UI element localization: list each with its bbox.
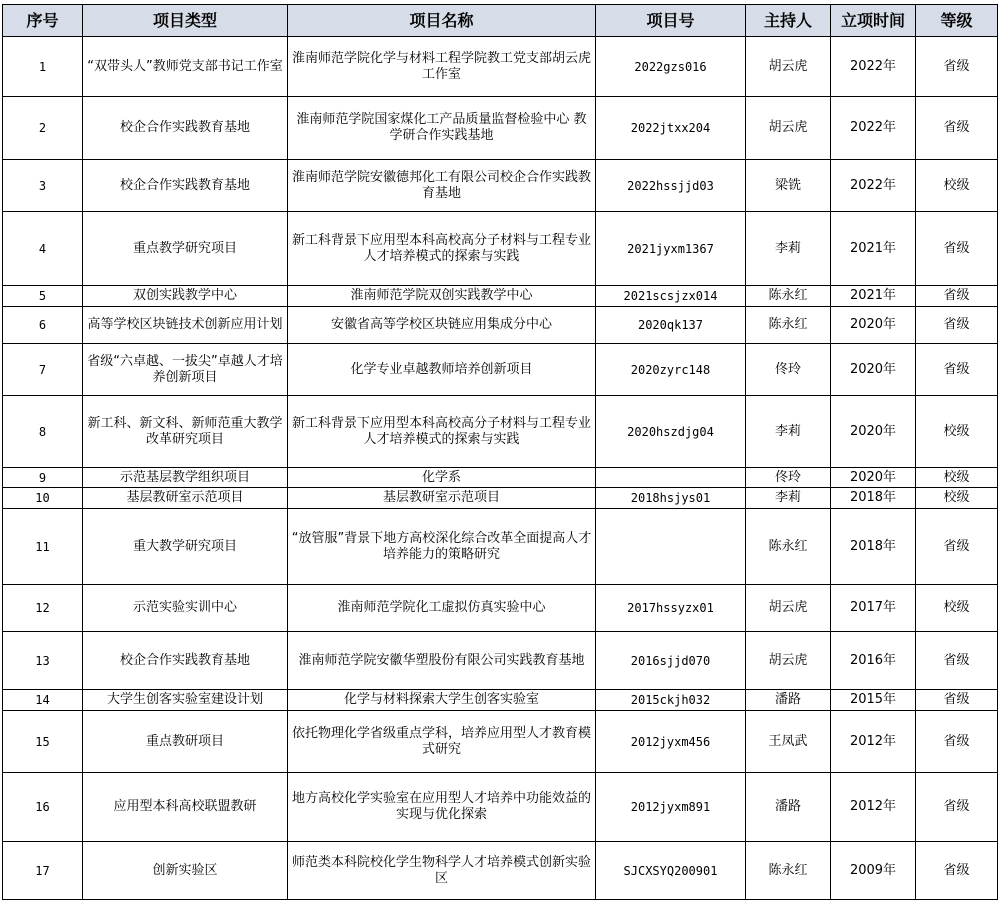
cell-level: 省级 bbox=[916, 97, 998, 160]
cell-level: 校级 bbox=[916, 488, 998, 509]
cell-type: 高等学校区块链技术创新应用计划 bbox=[83, 307, 288, 344]
cell-type: “双带头人”教师党支部书记工作室 bbox=[83, 37, 288, 97]
cell-year: 2012年 bbox=[831, 711, 916, 773]
cell-no: 13 bbox=[3, 632, 83, 690]
cell-type: 重大教学研究项目 bbox=[83, 509, 288, 585]
cell-code: 2012jyxm456 bbox=[596, 711, 746, 773]
cell-host: 佟玲 bbox=[746, 468, 831, 488]
cell-year: 2020年 bbox=[831, 468, 916, 488]
table-row bbox=[3, 842, 998, 900]
cell-year: 2021年 bbox=[831, 286, 916, 307]
cell-code: 2020hszdjg04 bbox=[596, 396, 746, 468]
table-row bbox=[3, 307, 998, 344]
cell-code: 2021jyxm1367 bbox=[596, 212, 746, 286]
cell-name: 淮南师范学院安徽德邦化工有限公司校企合作实践教育基地 bbox=[288, 160, 596, 212]
cell-no: 6 bbox=[3, 307, 83, 344]
cell-code: 2016sjjd070 bbox=[596, 632, 746, 690]
cell-code: 2022gzs016 bbox=[596, 37, 746, 97]
cell-type: 双创实践教学中心 bbox=[83, 286, 288, 307]
table-row bbox=[3, 396, 998, 468]
cell-year: 2022年 bbox=[831, 97, 916, 160]
cell-name: 师范类本科院校化学生物科学人才培养模式创新实验区 bbox=[288, 842, 596, 900]
cell-code: 2018hsjys01 bbox=[596, 488, 746, 509]
cell-level: 校级 bbox=[916, 160, 998, 212]
cell-name: 淮南师范学院国家煤化工产品质量监督检验中心 教学研合作实践基地 bbox=[288, 97, 596, 160]
cell-no: 10 bbox=[3, 488, 83, 509]
projects-table bbox=[2, 4, 998, 900]
cell-year: 2012年 bbox=[831, 773, 916, 842]
cell-code bbox=[596, 509, 746, 585]
table-row bbox=[3, 160, 998, 212]
cell-level: 校级 bbox=[916, 468, 998, 488]
cell-host: 佟玲 bbox=[746, 344, 831, 396]
cell-name: 地方高校化学实验室在应用型人才培养中功能效益的实现与优化探索 bbox=[288, 773, 596, 842]
cell-year: 2009年 bbox=[831, 842, 916, 900]
cell-level: 省级 bbox=[916, 212, 998, 286]
cell-type: 重点教学研究项目 bbox=[83, 212, 288, 286]
cell-level: 省级 bbox=[916, 842, 998, 900]
cell-type: 新工科、新文科、新师范重大教学改革研究项目 bbox=[83, 396, 288, 468]
cell-year: 2018年 bbox=[831, 488, 916, 509]
cell-name: “放管服”背景下地方高校深化综合改革全面提高人才培养能力的策略研究 bbox=[288, 509, 596, 585]
cell-type: 校企合作实践教育基地 bbox=[83, 160, 288, 212]
cell-host: 李莉 bbox=[746, 488, 831, 509]
header-name: 项目名称 bbox=[288, 5, 596, 37]
table-row bbox=[3, 773, 998, 842]
cell-name: 淮南师范学院双创实践教学中心 bbox=[288, 286, 596, 307]
cell-no: 3 bbox=[3, 160, 83, 212]
cell-name: 化学与材料探索大学生创客实验室 bbox=[288, 690, 596, 711]
cell-no: 8 bbox=[3, 396, 83, 468]
table-row bbox=[3, 212, 998, 286]
cell-type: 示范基层教学组织项目 bbox=[83, 468, 288, 488]
cell-type: 校企合作实践教育基地 bbox=[83, 97, 288, 160]
cell-host: 梁铣 bbox=[746, 160, 831, 212]
cell-year: 2021年 bbox=[831, 212, 916, 286]
table-header-row bbox=[3, 5, 998, 37]
cell-type: 示范实验实训中心 bbox=[83, 585, 288, 632]
header-type: 项目类型 bbox=[83, 5, 288, 37]
cell-no: 7 bbox=[3, 344, 83, 396]
cell-type: 重点教研项目 bbox=[83, 711, 288, 773]
cell-code: 2020qk137 bbox=[596, 307, 746, 344]
cell-code: 2021scsjzx014 bbox=[596, 286, 746, 307]
cell-year: 2020年 bbox=[831, 307, 916, 344]
cell-code: 2017hssyzx01 bbox=[596, 585, 746, 632]
cell-name: 新工科背景下应用型本科高校高分子材料与工程专业人才培养模式的探索与实践 bbox=[288, 212, 596, 286]
cell-host: 胡云虎 bbox=[746, 37, 831, 97]
header-code: 项目号 bbox=[596, 5, 746, 37]
cell-code: 2015ckjh032 bbox=[596, 690, 746, 711]
cell-host: 陈永红 bbox=[746, 509, 831, 585]
cell-year: 2020年 bbox=[831, 396, 916, 468]
cell-code: 2022hssjjd03 bbox=[596, 160, 746, 212]
cell-host: 潘路 bbox=[746, 690, 831, 711]
cell-name: 化学专业卓越教师培养创新项目 bbox=[288, 344, 596, 396]
cell-no: 11 bbox=[3, 509, 83, 585]
cell-no: 14 bbox=[3, 690, 83, 711]
cell-year: 2022年 bbox=[831, 37, 916, 97]
cell-host: 李莉 bbox=[746, 212, 831, 286]
cell-name: 化学系 bbox=[288, 468, 596, 488]
table-row bbox=[3, 97, 998, 160]
cell-host: 胡云虎 bbox=[746, 632, 831, 690]
cell-level: 省级 bbox=[916, 307, 998, 344]
cell-no: 1 bbox=[3, 37, 83, 97]
cell-level: 省级 bbox=[916, 773, 998, 842]
cell-year: 2020年 bbox=[831, 344, 916, 396]
cell-type: 大学生创客实验室建设计划 bbox=[83, 690, 288, 711]
table-row bbox=[3, 488, 998, 509]
cell-host: 李莉 bbox=[746, 396, 831, 468]
table-row bbox=[3, 690, 998, 711]
cell-host: 王凤武 bbox=[746, 711, 831, 773]
cell-name: 淮南师范学院化学与材料工程学院教工党支部胡云虎 工作室 bbox=[288, 37, 596, 97]
cell-code: 2012jyxm891 bbox=[596, 773, 746, 842]
cell-level: 省级 bbox=[916, 711, 998, 773]
header-year: 立项时间 bbox=[831, 5, 916, 37]
cell-level: 省级 bbox=[916, 37, 998, 97]
header-level: 等级 bbox=[916, 5, 998, 37]
cell-name: 淮南师范学院安徽华塑股份有限公司实践教育基地 bbox=[288, 632, 596, 690]
cell-year: 2016年 bbox=[831, 632, 916, 690]
cell-no: 5 bbox=[3, 286, 83, 307]
cell-no: 9 bbox=[3, 468, 83, 488]
cell-type: 校企合作实践教育基地 bbox=[83, 632, 288, 690]
cell-level: 省级 bbox=[916, 632, 998, 690]
cell-level: 校级 bbox=[916, 585, 998, 632]
cell-host: 胡云虎 bbox=[746, 97, 831, 160]
cell-host: 陈永红 bbox=[746, 307, 831, 344]
cell-level: 省级 bbox=[916, 344, 998, 396]
cell-type: 省级“六卓越、一拔尖”卓越人才培养创新项目 bbox=[83, 344, 288, 396]
header-no: 序号 bbox=[3, 5, 83, 37]
cell-name: 基层教研室示范项目 bbox=[288, 488, 596, 509]
table-row bbox=[3, 344, 998, 396]
cell-year: 2017年 bbox=[831, 585, 916, 632]
header-host: 主持人 bbox=[746, 5, 831, 37]
cell-host: 潘路 bbox=[746, 773, 831, 842]
cell-no: 4 bbox=[3, 212, 83, 286]
cell-code: SJCXSYQ200901 bbox=[596, 842, 746, 900]
cell-host: 陈永红 bbox=[746, 286, 831, 307]
cell-type: 创新实验区 bbox=[83, 842, 288, 900]
table-row bbox=[3, 632, 998, 690]
cell-code bbox=[596, 468, 746, 488]
cell-year: 2015年 bbox=[831, 690, 916, 711]
table-row bbox=[3, 286, 998, 307]
cell-type: 应用型本科高校联盟教研 bbox=[83, 773, 288, 842]
cell-level: 省级 bbox=[916, 690, 998, 711]
cell-year: 2018年 bbox=[831, 509, 916, 585]
cell-host: 胡云虎 bbox=[746, 585, 831, 632]
cell-code: 2020zyrc148 bbox=[596, 344, 746, 396]
cell-no: 16 bbox=[3, 773, 83, 842]
cell-no: 17 bbox=[3, 842, 83, 900]
cell-type: 基层教研室示范项目 bbox=[83, 488, 288, 509]
cell-level: 省级 bbox=[916, 509, 998, 585]
table-row bbox=[3, 711, 998, 773]
cell-name: 安徽省高等学校区块链应用集成分中心 bbox=[288, 307, 596, 344]
cell-no: 2 bbox=[3, 97, 83, 160]
cell-no: 12 bbox=[3, 585, 83, 632]
cell-level: 省级 bbox=[916, 286, 998, 307]
table-row bbox=[3, 509, 998, 585]
cell-code: 2022jtxx204 bbox=[596, 97, 746, 160]
cell-name: 依托物理化学省级重点学科，培养应用型人才教育模式研究 bbox=[288, 711, 596, 773]
table-row bbox=[3, 37, 998, 97]
cell-name: 新工科背景下应用型本科高校高分子材料与工程专业人才培养模式的探索与实践 bbox=[288, 396, 596, 468]
table-row bbox=[3, 585, 998, 632]
cell-level: 校级 bbox=[916, 396, 998, 468]
table-row bbox=[3, 468, 998, 488]
cell-host: 陈永红 bbox=[746, 842, 831, 900]
cell-no: 15 bbox=[3, 711, 83, 773]
cell-year: 2022年 bbox=[831, 160, 916, 212]
cell-name: 淮南师范学院化工虚拟仿真实验中心 bbox=[288, 585, 596, 632]
